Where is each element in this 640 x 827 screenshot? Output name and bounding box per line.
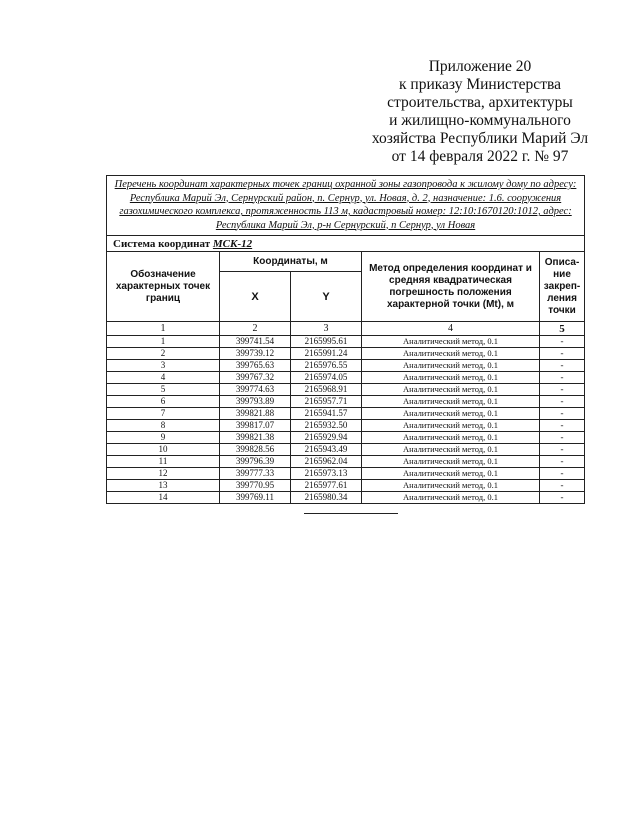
cell-coord-y: 2165929.94 bbox=[291, 432, 362, 444]
column-number: 3 bbox=[291, 322, 362, 336]
header-line: хозяйства Республики Марий Эл bbox=[371, 130, 589, 147]
cell-coord-y: 2165957.71 bbox=[291, 396, 362, 408]
column-number: 4 bbox=[362, 322, 540, 336]
cell-fixing: - bbox=[540, 480, 585, 492]
coordinate-system bbox=[107, 236, 585, 252]
table-row bbox=[107, 336, 585, 348]
cell-coord-y: 2165973.13 bbox=[291, 468, 362, 480]
coordinates-table bbox=[106, 175, 585, 504]
cell-coord-y: 2165968.91 bbox=[291, 384, 362, 396]
cell-coord-x: 399777.33 bbox=[220, 468, 291, 480]
cell-coord-y: 2165962.04 bbox=[291, 456, 362, 468]
coordinate-system-value: МСК-12 bbox=[212, 237, 253, 250]
cell-coord-x: 399793.89 bbox=[220, 396, 291, 408]
table-row bbox=[107, 468, 585, 480]
cell-coord-y: 2165980.34 bbox=[291, 492, 362, 504]
cell-point-number: 1 bbox=[107, 336, 220, 348]
cell-coord-x: 399796.39 bbox=[220, 456, 291, 468]
cell-coord-x: 399817.07 bbox=[220, 420, 291, 432]
cell-method: Аналитический метод, 0.1 bbox=[362, 432, 540, 444]
cell-point-number: 7 bbox=[107, 408, 220, 420]
cell-method: Аналитический метод, 0.1 bbox=[362, 360, 540, 372]
cell-fixing: - bbox=[540, 444, 585, 456]
cell-point-number: 14 bbox=[107, 492, 220, 504]
cell-coord-x: 399741.54 bbox=[220, 336, 291, 348]
cell-coord-y: 2165995.61 bbox=[291, 336, 362, 348]
header-point: Обозначение характерных точек границ bbox=[107, 252, 220, 322]
cell-fixing: - bbox=[540, 456, 585, 468]
cell-method: Аналитический метод, 0.1 bbox=[362, 348, 540, 360]
cell-coord-y: 2165932.50 bbox=[291, 420, 362, 432]
coordinate-system-label: Система координат bbox=[113, 237, 211, 250]
signature-line bbox=[304, 513, 398, 514]
cell-coord-y: 2165977.61 bbox=[291, 480, 362, 492]
cell-point-number: 9 bbox=[107, 432, 220, 444]
cell-fixing: - bbox=[540, 360, 585, 372]
cell-fixing: - bbox=[540, 396, 585, 408]
column-number: 1 bbox=[107, 322, 220, 336]
cell-method: Аналитический метод, 0.1 bbox=[362, 408, 540, 420]
cell-point-number: 6 bbox=[107, 396, 220, 408]
cell-coord-x: 399765.63 bbox=[220, 360, 291, 372]
cell-method: Аналитический метод, 0.1 bbox=[362, 468, 540, 480]
cell-method: Аналитический метод, 0.1 bbox=[362, 420, 540, 432]
header-line: строительства, архитектуры bbox=[387, 94, 573, 111]
cell-point-number: 13 bbox=[107, 480, 220, 492]
cell-coord-x: 399774.63 bbox=[220, 384, 291, 396]
table-row bbox=[107, 408, 585, 420]
cell-method: Аналитический метод, 0.1 bbox=[362, 480, 540, 492]
header-line: Приложение 20 bbox=[428, 58, 532, 75]
cell-method: Аналитический метод, 0.1 bbox=[362, 444, 540, 456]
header-x: X bbox=[220, 272, 291, 322]
cell-coord-x: 399739.12 bbox=[220, 348, 291, 360]
column-number: 5 bbox=[540, 322, 585, 336]
cell-method: Аналитический метод, 0.1 bbox=[362, 372, 540, 384]
header-line: от 14 февраля 2022 г. № 97 bbox=[391, 148, 569, 165]
cell-point-number: 3 bbox=[107, 360, 220, 372]
table-row bbox=[107, 372, 585, 384]
cell-coord-x: 399821.38 bbox=[220, 432, 291, 444]
cell-fixing: - bbox=[540, 384, 585, 396]
cell-coord-y: 2165976.55 bbox=[291, 360, 362, 372]
appendix-header bbox=[340, 58, 620, 166]
table-row bbox=[107, 492, 585, 504]
cell-method: Аналитический метод, 0.1 bbox=[362, 396, 540, 408]
header-fixing: Описа-ние закреп-ления точки bbox=[540, 252, 585, 322]
cell-fixing: - bbox=[540, 492, 585, 504]
table-row bbox=[107, 456, 585, 468]
cell-fixing: - bbox=[540, 408, 585, 420]
cell-point-number: 10 bbox=[107, 444, 220, 456]
cell-point-number: 5 bbox=[107, 384, 220, 396]
coordinates-document bbox=[106, 175, 584, 504]
table-row bbox=[107, 444, 585, 456]
cell-method: Аналитический метод, 0.1 bbox=[362, 492, 540, 504]
cell-point-number: 4 bbox=[107, 372, 220, 384]
cell-fixing: - bbox=[540, 432, 585, 444]
header-y: Y bbox=[291, 272, 362, 322]
cell-fixing: - bbox=[540, 420, 585, 432]
cell-coord-x: 399770.95 bbox=[220, 480, 291, 492]
column-number-row bbox=[107, 322, 585, 336]
cell-point-number: 11 bbox=[107, 456, 220, 468]
cell-fixing: - bbox=[540, 348, 585, 360]
table-row bbox=[107, 348, 585, 360]
cell-fixing: - bbox=[540, 372, 585, 384]
header-coords: Координаты, м bbox=[220, 252, 362, 272]
cell-method: Аналитический метод, 0.1 bbox=[362, 336, 540, 348]
header-method: Метод определения координат и средняя квадратическая погрешность положения характерной точки (Mt), м bbox=[362, 252, 540, 322]
header-line: к приказу Министерства bbox=[399, 76, 561, 93]
cell-coord-y: 2165991.24 bbox=[291, 348, 362, 360]
cell-coord-x: 399821.88 bbox=[220, 408, 291, 420]
cell-fixing: - bbox=[540, 336, 585, 348]
cell-method: Аналитический метод, 0.1 bbox=[362, 384, 540, 396]
cell-method: Аналитический метод, 0.1 bbox=[362, 456, 540, 468]
cell-coord-x: 399767.32 bbox=[220, 372, 291, 384]
table-row bbox=[107, 420, 585, 432]
header-line: и жилищно-коммунального bbox=[389, 112, 571, 129]
table-row bbox=[107, 432, 585, 444]
cell-point-number: 8 bbox=[107, 420, 220, 432]
column-number: 2 bbox=[220, 322, 291, 336]
table-row bbox=[107, 360, 585, 372]
cell-point-number: 12 bbox=[107, 468, 220, 480]
cell-point-number: 2 bbox=[107, 348, 220, 360]
cell-fixing: - bbox=[540, 468, 585, 480]
table-row bbox=[107, 396, 585, 408]
cell-coord-y: 2165941.57 bbox=[291, 408, 362, 420]
table-title: Перечень координат характерных точек границ охранной зоны газопровода к жилому дому по адресу: Республика Марий Эл, Сернурский район, п. Сернур, ул. Новая, д. 2, назначение: 1.6. сооружения газохимического комплекса, протяженность 113 м, кадастровый номер: 12:10:1670120:1012, адрес: Республика Марий Эл, р-н Сернурский, п Сернур, ул Новая bbox=[107, 176, 585, 236]
cell-coord-x: 399769.11 bbox=[220, 492, 291, 504]
cell-coord-y: 2165974.05 bbox=[291, 372, 362, 384]
table-row bbox=[107, 384, 585, 396]
cell-coord-x: 399828.56 bbox=[220, 444, 291, 456]
table-row bbox=[107, 480, 585, 492]
cell-coord-y: 2165943.49 bbox=[291, 444, 362, 456]
